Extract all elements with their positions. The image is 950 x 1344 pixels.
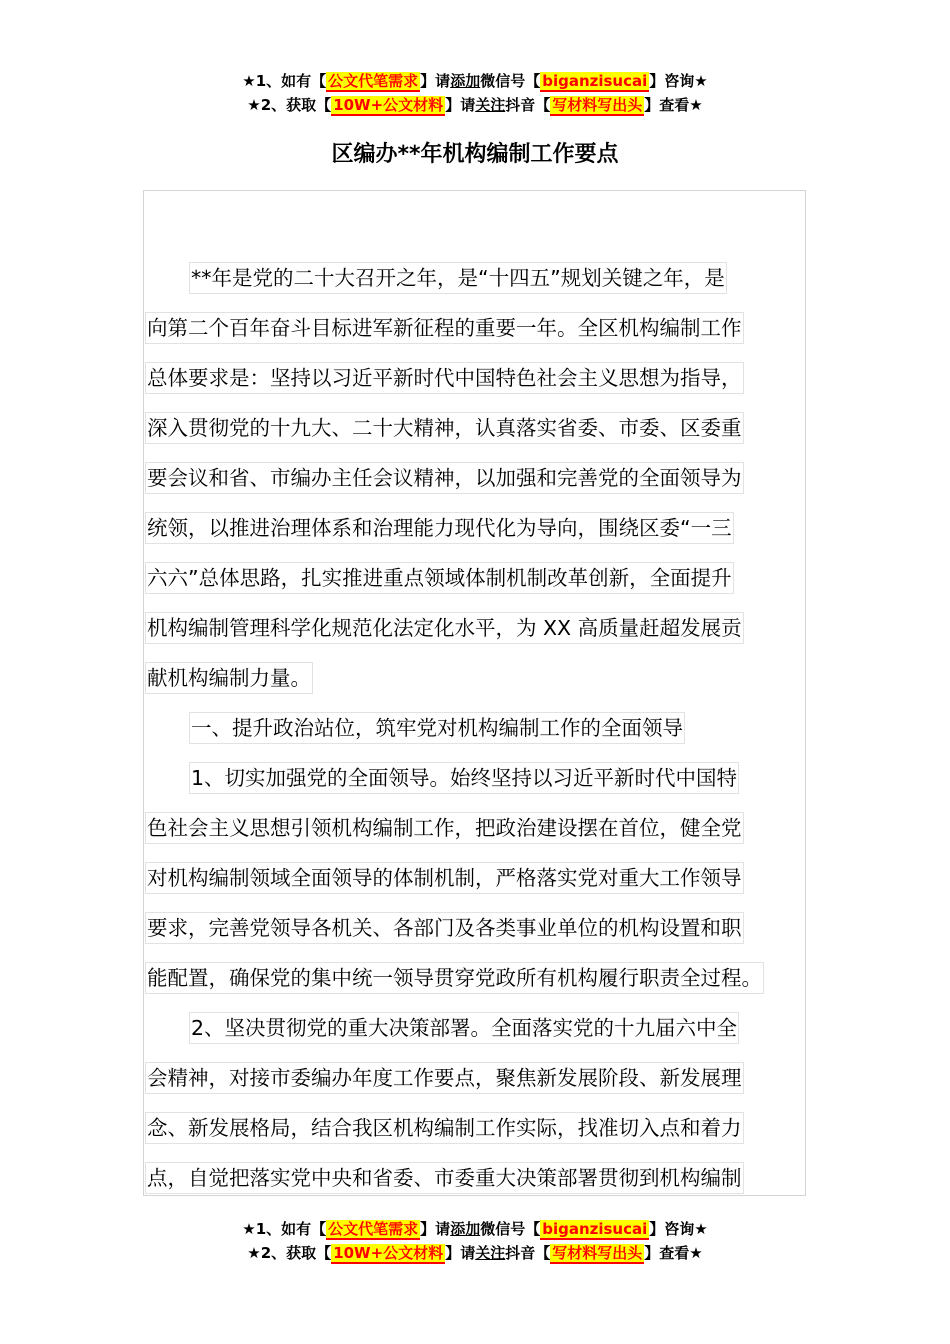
- promo-line-1: [0, 1217, 950, 1241]
- text-line: [145, 352, 805, 402]
- line-text: 点，自觉把落实党中央和省委、市委重大决策部署贯彻到机构编制: [145, 1162, 744, 1194]
- promo-highlight: 公文代笔需求: [328, 1220, 419, 1238]
- text-line: [145, 852, 805, 902]
- promo-text: 】查看★: [644, 96, 703, 114]
- text-line: [145, 752, 805, 802]
- promo-text: ★1、如有【: [242, 1220, 327, 1238]
- line-text: 要求，完善党领导各机关、各部门及各类事业单位的机构设置和职: [145, 912, 744, 944]
- text-line: [145, 602, 805, 652]
- promo-text: ★2、获取【: [247, 1244, 332, 1262]
- promo-underline: 关注: [475, 96, 506, 114]
- text-line: [145, 1102, 805, 1152]
- promo-highlight: 10W+公文材料: [333, 1244, 444, 1262]
- text-line: [145, 502, 805, 552]
- promo-highlight: biganzisucai: [542, 72, 648, 90]
- promo-highlight: 10W+公文材料: [333, 96, 444, 114]
- text-line: [145, 402, 805, 452]
- document-body: [145, 252, 805, 1202]
- promo-text: 微信号【: [480, 72, 541, 90]
- promo-line-1: [0, 69, 950, 93]
- promo-highlight: 写材料写出头: [552, 1244, 643, 1262]
- promo-text: 】查看★: [644, 1244, 703, 1262]
- promo-text: 】咨询★: [649, 1220, 708, 1238]
- text-line: [145, 1002, 805, 1052]
- line-text: 2、坚决贯彻党的重大决策部署。全面落实党的十九届六中全: [189, 1012, 739, 1044]
- line-text: 要会议和省、市编办主任会议精神，以加强和完善党的全面领导为: [145, 462, 744, 494]
- line-text: 向第二个百年奋斗目标进军新征程的重要一年。全区机构编制工作: [145, 312, 744, 344]
- promo-banner-bottom: [0, 1217, 950, 1265]
- text-line: [145, 1052, 805, 1102]
- text-line: [145, 952, 805, 1002]
- line-text: 会精神，对接市委编办年度工作要点，聚焦新发展阶段、新发展理: [145, 1062, 744, 1094]
- promo-highlight: biganzisucai: [542, 1220, 648, 1238]
- promo-line-2: [0, 93, 950, 117]
- text-line: [145, 652, 805, 702]
- promo-text: 】请: [445, 96, 476, 114]
- promo-text: ★1、如有【: [242, 72, 327, 90]
- section-heading: [145, 702, 805, 752]
- promo-text: 】咨询★: [649, 72, 708, 90]
- line-text: 献机构编制力量。: [145, 662, 313, 694]
- promo-text: 】请: [445, 1244, 476, 1262]
- line-text: 总体要求是：坚持以习近平新时代中国特色社会主义思想为指导，: [145, 362, 744, 394]
- promo-underline: 添加: [450, 1220, 481, 1238]
- promo-text: 微信号【: [480, 1220, 541, 1238]
- document-title: 区编办**年机构编制工作要点: [331, 142, 619, 167]
- text-line: [145, 252, 805, 302]
- promo-text: 】请: [420, 1220, 451, 1238]
- line-text: 深入贯彻党的十九大、二十大精神，认真落实省委、市委、区委重: [145, 412, 744, 444]
- promo-text: 抖音【: [505, 96, 551, 114]
- line-text: 对机构编制领域全面领导的体制机制，严格落实党对重大工作领导: [145, 862, 744, 894]
- promo-highlight: 公文代笔需求: [328, 72, 419, 90]
- line-text: 1、切实加强党的全面领导。始终坚持以习近平新时代中国特: [189, 762, 739, 794]
- line-text: 六六”总体思路，扎实推进重点领域体制机制改革创新，全面提升: [145, 562, 734, 594]
- line-text: 念、新发展格局，结合我区机构编制工作实际，找准切入点和着力: [145, 1112, 744, 1144]
- promo-highlight: 写材料写出头: [552, 96, 643, 114]
- line-text: 机构编制管理科学化规范化法定化水平，为 XX 高质量赶超发展贡: [145, 612, 744, 644]
- line-text: 色社会主义思想引领机构编制工作，把政治建设摆在首位，健全党: [145, 812, 744, 844]
- line-text: 一、提升政治站位，筑牢党对机构编制工作的全面领导: [189, 712, 685, 744]
- text-line: [145, 552, 805, 602]
- text-line: [145, 802, 805, 852]
- line-text: 能配置，确保党的集中统一领导贯穿党政所有机构履行职责全过程。: [145, 962, 764, 994]
- text-line: [145, 1152, 805, 1202]
- promo-banner-top: [0, 69, 950, 117]
- promo-underline: 关注: [475, 1244, 506, 1262]
- text-line: [145, 902, 805, 952]
- line-text: 统领，以推进治理体系和治理能力现代化为导向，围绕区委“一三: [145, 512, 734, 544]
- promo-text: 抖音【: [505, 1244, 551, 1262]
- line-text: **年是党的二十大召开之年，是“十四五”规划关键之年，是: [189, 262, 727, 294]
- promo-underline: 添加: [450, 72, 481, 90]
- promo-text: ★2、获取【: [247, 96, 332, 114]
- text-line: [145, 302, 805, 352]
- text-line: [145, 452, 805, 502]
- promo-line-2: [0, 1241, 950, 1265]
- promo-text: 】请: [420, 72, 451, 90]
